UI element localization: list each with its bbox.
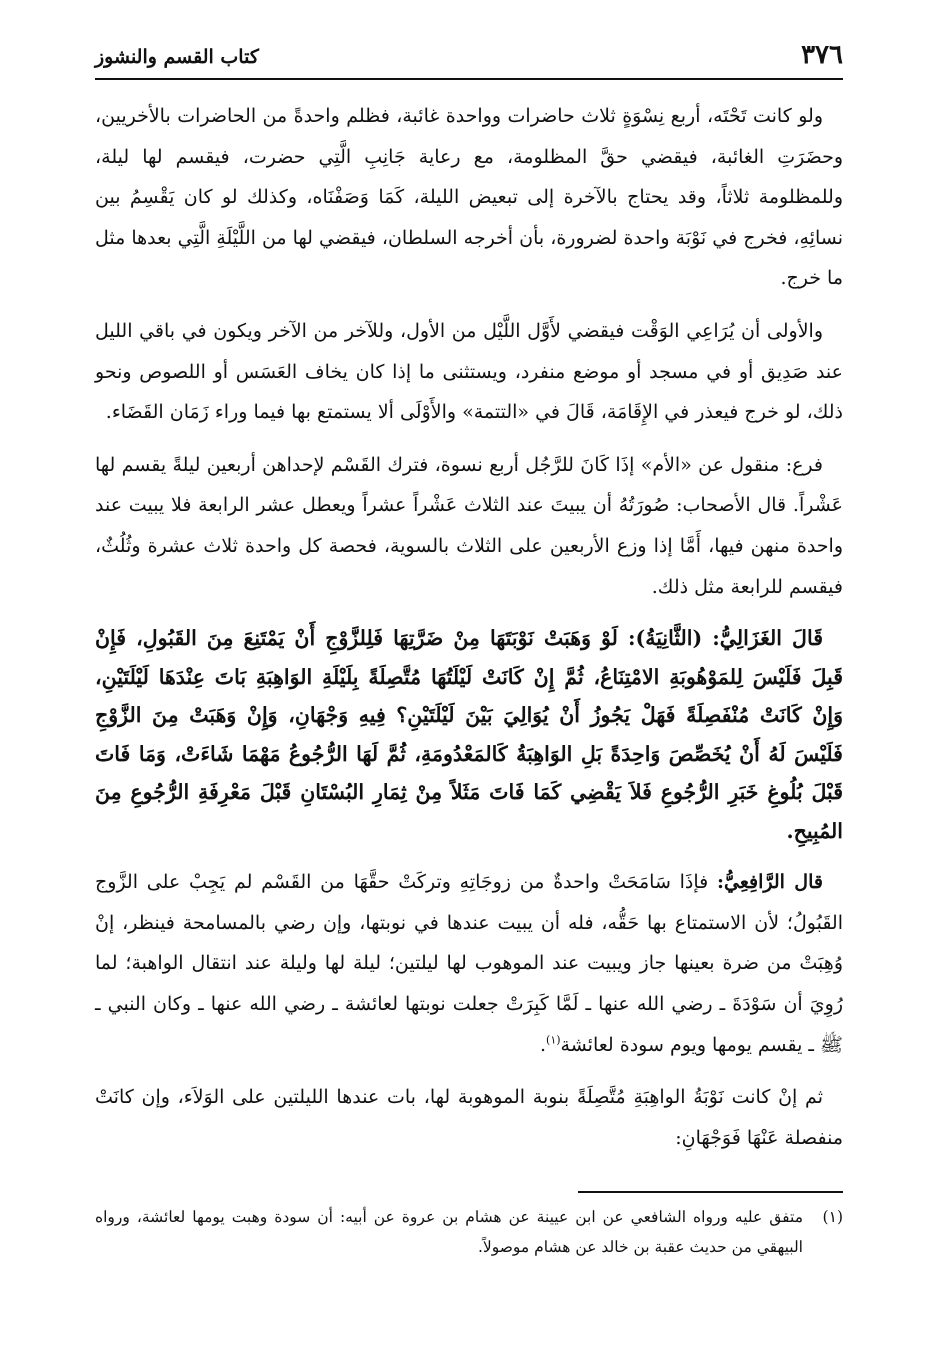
- paragraph-text: فإذَا سَامَحَتْ واحدةٌ من زوجَاتِهِ وتركَتْ حقَّهَا من القَسْم لم يَجِبْ على الزَّوج القَبُولُ؛ لأن الاستمتاع بها حَقُّه، فله أن يبيت عندها في نوبتها، وإن رضي بالمسامحة فينظر، إنْ وُهِبَتْ من ضرة بعينها جاز ويبيت عند الموهوب لها ليلتين؛ ليلة لها وليلة عند انتقال الواهبة؛ لما رُوِيَ أن سَوْدَةَ ـ رضي الله عنها ـ لَمَّا كَبِرَتْ جعلت نوبتها لعائشة ـ رضي الله عنها ـ وكان النبي ـ ﷺ ـ يقسم يومها ويوم سودة لعائشة: [95, 871, 843, 1056]
- paragraph: والأولى أن يُرَاعِي الوَقْت فيقضي لأَوَّل اللَّيْل من الأول، وللآخر من الآخر ويكون في باقي الليل عند صَدِيق أو في مسجد أو موضع منفرد، ويستثنى ما إذا كان يخاف العَسَس أو اللصوص ونحو ذلك، لو خرج فيعذر في الإِقَامَة، قَالَ في «التتمة» والأَوْلَى ألا يستمتع بها فيما وراء زَمَان القَضَاء.: [95, 319, 843, 424]
- quoted-matn-paragraph: قَالَ الغَزَالِيُّ: (الثَّانِيَةُ): لَوْ وَهَبَتْ نَوْبَتَهَا مِنْ ضَرَّتِهَا فَلِلزَّوْجِ أَنْ يَمْتَنِعَ مِنَ القَبُولِ، فَإِنْ قَبِلَ فَلَيْسَ لِلمَوْهُوبَةِ الامْتِنَاعُ، ثُمَّ إِنْ كَانَتْ لَيْلَتُهَا مُتَّصِلَةً بِلَيْلَةِ الوَاهِبَةِ بَاتَ عِنْدَهَا لَيْلَتَيْنِ، وَإِنْ كَانَتْ مُنْفَصِلَةً فَهَلْ يَجُوزُ أَنْ يُوَالِيَ بَيْنَ لَيْلَتَيْنِ؟ فِيهِ وَجْهَانِ، وَإِنْ وَهَبَتْ مِنَ الزَّوْجِ فَلَيْسَ لَهُ أَنْ يُخَصِّصَ وَاحِدَةً بَلِ الوَاهِبَةُ كَالمَعْدُومَةِ، ثُمَّ لَهَا الرُّجُوعُ مَهْمَا شَاءَتْ، وَمَا فَاتَ قَبْلَ بُلُوغِ خَبَرِ الرُّجُوعِ فَلاَ يَقْضِي كَمَا فَاتَ مَثَلاً مِنْ ثِمَارِ البُسْتَانِ قَبْلَ مَعْرِفَةِ الرُّجُوعِ مِنَ المُبِيحِ.: [95, 626, 843, 843]
- footnotes: [95, 1202, 843, 1262]
- footnote-number: (١): [822, 1208, 843, 1226]
- footnote: [95, 1202, 843, 1262]
- paragraph-end-punct: .: [539, 1033, 547, 1056]
- paragraph: ثم إنْ كانت نَوْبَةُ الواهِبَةِ مُتَّصِلَةً بنوبة الموهوبة لها، بات عندها الليلتين على الوَلاَء، وإن كانَتْ منفصلة عَنْهَا فَوَجْهَانِ:: [95, 1086, 843, 1149]
- paragraph: [95, 862, 843, 1065]
- footnote-reference[interactable]: (١): [546, 1033, 561, 1047]
- paragraph: ولو كانت تَحْتَه، أربع نِسْوَةٍ ثلاث حاضرات وواحدة غائبة، فظلم واحدةً من الحاضرات بالأخريين، وحضَرَتِ الغائبة، فيقضي حقَّ المظلومة، مع رعاية جَانِبِ الَّتِي حضرت، فيقسم لها ليلة، وللمظلومة ثلاثاً، وقد يحتاج بالآخرة إلى تبعيض الليلة، كَمَا وَصَفْنَاه، وكذلك لو كان يَقْسِمُ بين نسائِهِ، فخرج في نَوْبَة واحدة لضرورة، بأن أخرجه السلطان، فيقضي لها من اللَّيْلَةِ الَّتِي بعدها مثل ما خرج.: [95, 105, 844, 290]
- page-header: [95, 38, 843, 80]
- running-title: كتاب القسم والنشوز: [95, 46, 259, 68]
- paragraph-lead-label: قال الرَّافِعِيُّ:: [717, 871, 823, 894]
- page-number: ٣٧٦: [801, 40, 843, 70]
- footnote-text: متفق عليه ورواه الشافعي عن ابن عيينة عن هشام بن عروة عن أبيه: أن سودة وهبت يومها لعائشة، ورواه البيهقي من حديث عقبة بن خالد عن هشام موصولاً.: [95, 1208, 803, 1256]
- footnote-separator: [578, 1191, 843, 1193]
- paragraph: فرع: منقول عن «الأم» إذَا كَانَ للرَّجُل أربع نسوة، فترك القَسْم لإحداهن أربعين ليلةً يقسم لها عَشْراً. قال الأصحاب: صُورَتُهُ أن يبيتَ عند الثلاث عَشْراً عشراً ويعطل عشر الرابعة فلا يبيت عند واحدة منهن فيها، أَمَّا إذا وزع الأربعين على الثلاث بالسوية، فحصة كل واحدة ثلاث عشرة وثُلُثٌ، فيقسم للرابعة مثل ذلك.: [95, 453, 843, 598]
- main-text: [95, 96, 843, 1170]
